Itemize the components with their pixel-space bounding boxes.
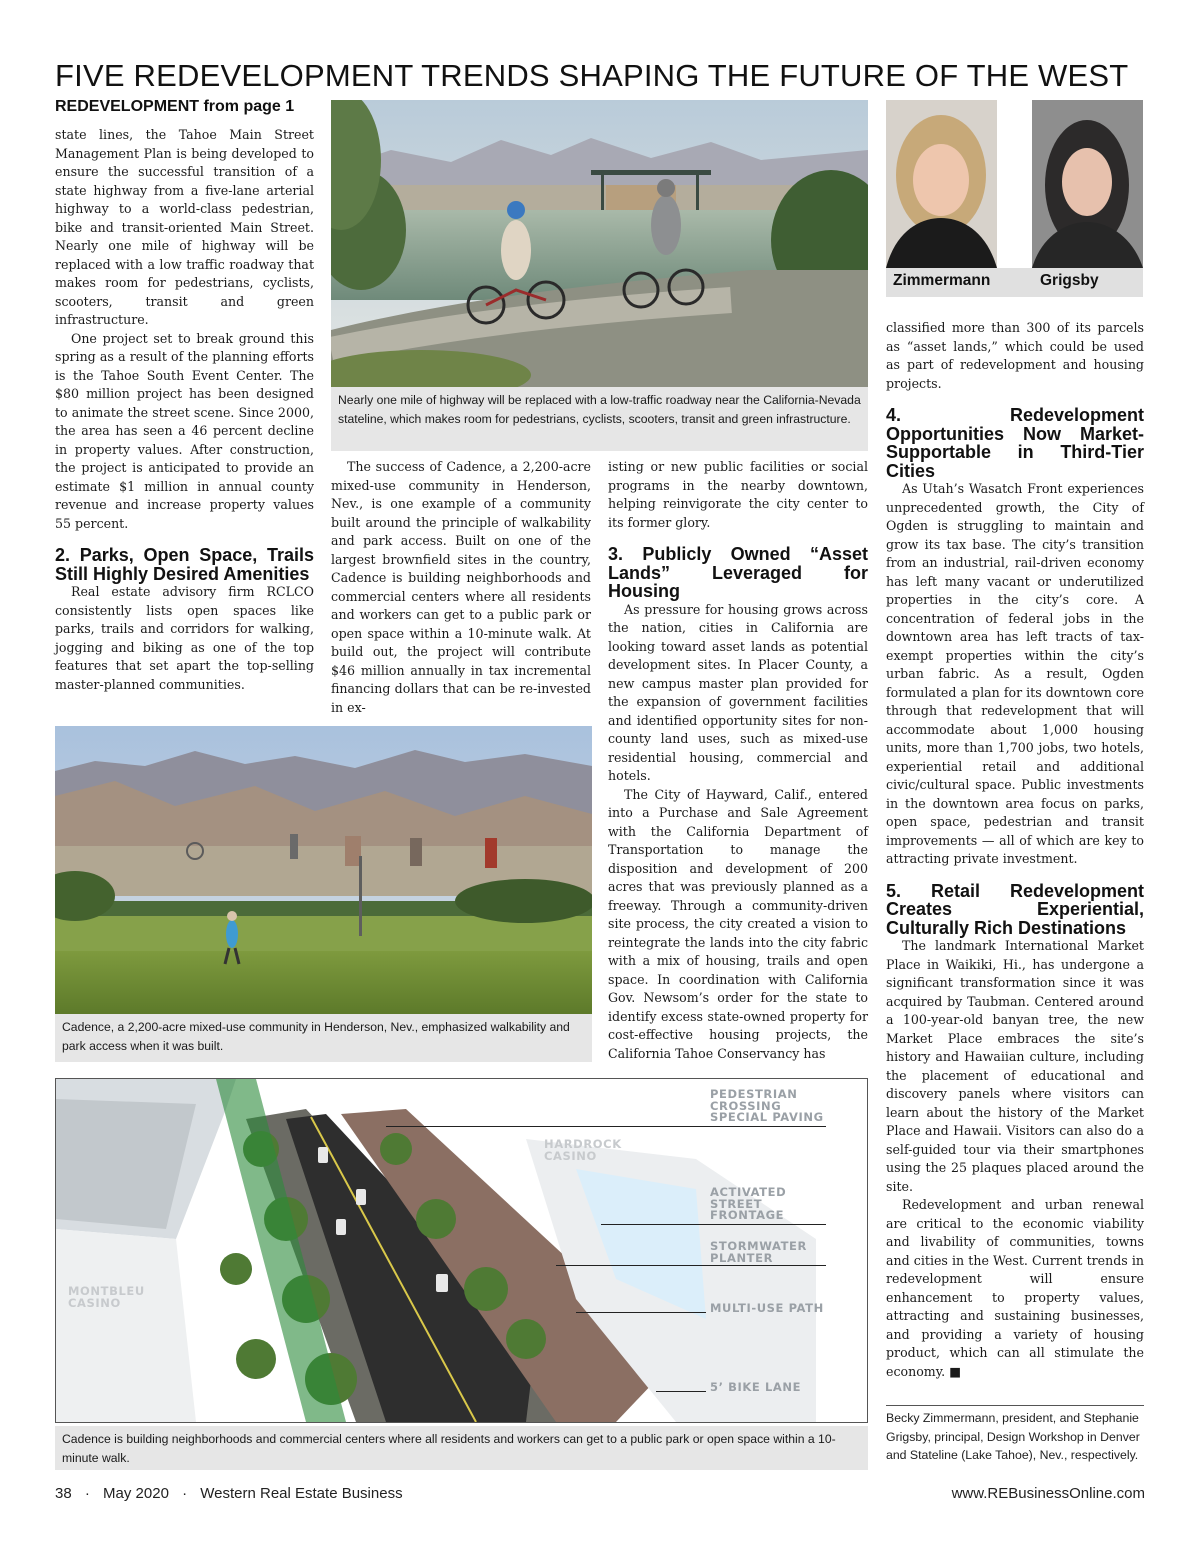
footer-separator: · [84,1485,90,1502]
footer-separator: · [182,1485,188,1502]
subheading-third-tier: 4. Redevelopment Opportunities Now Market-Supportable in Third-Tier Cities [886,405,1144,481]
label-stormwater-planter: STORMWATER PLANTER [710,1239,807,1265]
zimmermann-photo [886,100,997,268]
callout-line [601,1224,826,1225]
paragraph: classified more than 300 of its parcels as “asset lands,” which could be used as part of redevelopment and housing projects. [886,320,1144,391]
article-column-4 [886,319,1144,1381]
article-column-3 [608,458,868,1063]
photo-cyclists [331,100,868,387]
paragraph [886,1196,1144,1381]
diagram-caption: Cadence is building neighborhoods and commercial centers where all residents and workers can get to a public park or open space within a 10-minute walk. [55,1426,868,1470]
paragraph: As pressure for housing grows across the nation, cities in California are looking toward asset lands as potential development sites. In Placer County, a new campus master plan provided for the expansion of government facilities and identified opportunity sites for non-county land uses, such as mixed-use residential housing, commercial and hotels. [608,601,868,783]
label-montbleu-casino: MONTBLEU CASINO [68,1284,145,1310]
label-pedestrian-crossing: PEDESTRIAN CROSSING SPECIAL PAVING [710,1087,824,1124]
park-photo-illustration [55,726,592,1014]
paragraph: The landmark International Market Place in Waikiki, Hi., has undergone a significant transformation since it was acquired by Taubman. Centered around a 100-year-old banyan tree, the new Market Place embraces the site’s history and Hawaiian culture, including the placement of educational and discovery panels where visitors can learn about the history of the Market Place and Hawaii. Visitors can also do a self-guided tour via their smartphones using the 25 plaques placed around the site. [886,938,1144,1194]
name-grigsby: Grigsby [1040,272,1099,289]
continuation-label: REDEVELOPMENT from page 1 [55,98,295,115]
paragraph: As Utah’s Wasatch Front experiences unprecedented growth, the City of Ogden is struggling to maintain and grow its tax base. The city’s transition from an industrial, rail-driven economy has left many vacant or underutilized properties in the city’s core. A concentration of federal jobs in the downtown area has left tracts of tax-exempt properties within the city’s urban fabric. As a result, Ogden formulated a plan for its downtown core through that redevelopment that will accommodate about 1,000 housing units, more than 1,700 jobs, two hotels, experiential retail and additional civic/cultural space. Public investments in the downtown area focus on parks, open space, pedestrian and transit improvements — all of which are key to attracting private investment. [886,481,1144,866]
label-bike-lane: 5’ BIKE LANE [710,1380,802,1394]
callout-line [556,1265,826,1266]
grigsby-photo [1032,100,1143,268]
website-url[interactable]: www.REBusinessOnline.com [951,1485,1145,1502]
subheading-parks: 2. Parks, Open Space, Trails Still Highly Desired Amenities [55,545,314,584]
article-column-1 [55,126,314,694]
callout-line [576,1312,706,1313]
photo-caption-park: Cadence, a 2,200-acre mixed-use community in Henderson, Nev., emphasized walkability and park access when it was built. [55,1014,592,1062]
portrait-name-bar [886,268,1143,297]
article-column-2 [331,458,591,717]
cyclists-photo-illustration [331,100,868,387]
subheading-asset-lands: 3. Publicly Owned “Asset Lands” Leveraged for Housing [608,544,868,601]
closing-text: Redevelopment and urban renewal are critical to the economic viability and livability of communities, towns and cities in the West. Current trends in redevelopment will ensure enhancement to property values, attracting and sustaining businesses, and providing a variety of housing product, which can all stimulate the economy. [886,1197,1144,1379]
footer-left [55,1485,403,1502]
photo-park-cadence [55,726,592,1014]
callout-line [656,1391,706,1392]
subheading-retail: 5. Retail Redevelopment Creates Experiential, Culturally Rich Destinations [886,880,1144,938]
callout-line [386,1126,826,1127]
label-multi-use-path: MULTI-USE PATH [710,1301,824,1315]
publication-name: Western Real Estate Business [200,1485,403,1502]
page-headline: FIVE REDEVELOPMENT TRENDS SHAPING THE FUTURE OF THE WEST [55,58,1129,93]
author-bio: Becky Zimmermann, president, and Stephanie Grigsby, principal, Design Workshop in Denver and Stateline (Lake Tahoe), Nev., respectively. [886,1411,1140,1462]
end-mark: ■ [949,1363,962,1379]
label-hardrock-casino: HARDROCK CASINO [544,1137,622,1163]
label-activated-street: ACTIVATED STREET FRONTAGE [710,1185,787,1222]
paragraph: Real estate advisory firm RCLCO consistently lists open spaces like parks, trails and corridors for walking, jogging and biking as one of the top features that set apart the top-selling master-planned communities. [55,584,314,692]
page-number: 38 [55,1485,72,1502]
paragraph: One project set to break ground this spring as a result of the planning efforts is the Tahoe South Event Center. The $80 million project has been designed to animate the street scene. Since 2000, the area has seen a 46 percent decline in property values. After construction, the project is anticipated to provide an estimate $1 million in annual county revenue and increase property values 55 percent. [55,330,314,531]
name-zimmermann: Zimmermann [893,272,991,289]
portrait-grigsby [1032,100,1143,268]
paragraph: The City of Hayward, Calif., entered into a Purchase and Sale Agreement with the California Department of Transportation to manage the disposition and development of 200 acres that was previously planned as a freeway. Through a community-driven site process, the city created a vision to reintegrate the lands into the city fabric with a mix of housing, trails and open space. In coordination with California Gov. Newsom’s order for the state to identify excess state-owned property for cost-effective housing projects, the California Tahoe Conservancy has [608,786,868,1061]
bio-divider [886,1405,1144,1406]
issue-date: May 2020 [103,1485,169,1502]
paragraph: state lines, the Tahoe Main Street Management Plan is being developed to ensure the successful transition of a state highway from a five-lane arterial highway to a world-class pedestrian, bike and transit-oriented Main Street. Nearly one mile of highway will be replaced with a low traffic roadway that makes room for pedestrians, cyclists, scooters, transit and green infrastructure. [55,127,314,327]
paragraph: isting or new public facilities or social programs in the nearby downtown, helping reinvigorate the city center to its former glory. [608,459,868,530]
photo-caption-cyclists: Nearly one mile of highway will be replaced with a low-traffic roadway near the California-Nevada stateline, which makes room for pedestrians, cyclists, scooters, transit and green infrastructure. [331,387,868,451]
street-diagram [55,1078,868,1423]
paragraph: The success of Cadence, a 2,200-acre mixed-use community in Henderson, Nev., is one example of a community built around the principle of walkability and park access. Built on one of the largest brownfield sites in the country, Cadence is building neighborhoods and commercial centers where all residents and workers can get to a public park or open space within a 10-minute walk. At build out, the project will contribute $46 million annually in tax incremental financing dollars that can be re-invested in ex- [331,459,591,715]
portrait-zimmermann [886,100,997,268]
